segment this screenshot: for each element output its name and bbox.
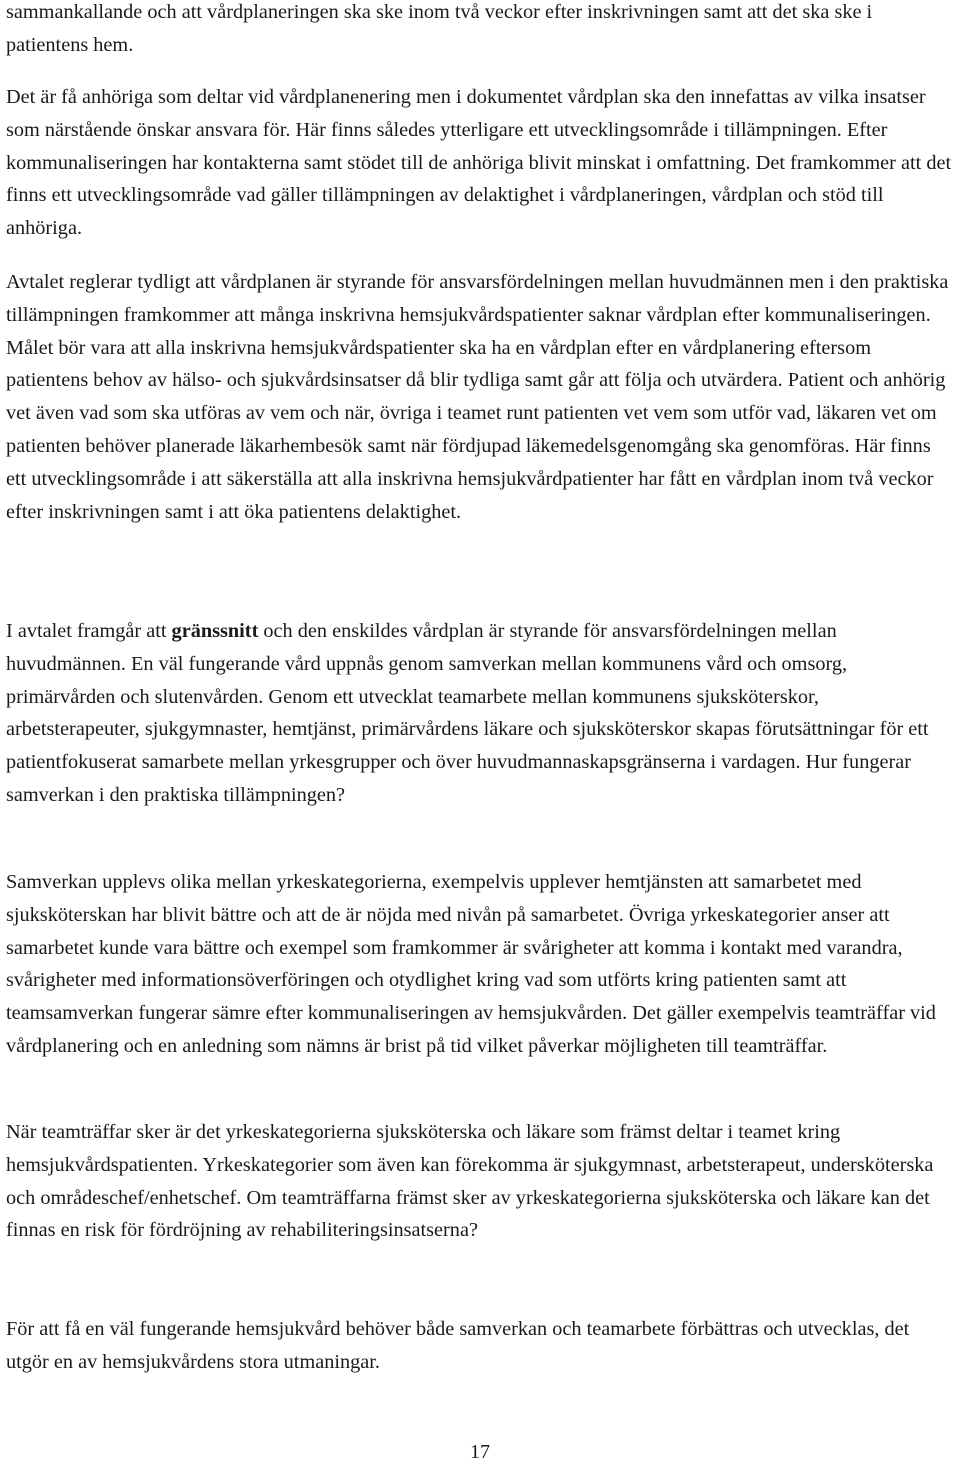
paragraph-7: [6, 1313, 956, 1379]
text-segment: När teamträffar sker är det yrkeskategorierna sjuksköterska och läkare som främst deltar i teamet kring hemsjukvårdspatienten. Yrkeskategorier som även kan förekomma är sjukgymnast, arbetsterapeut, undersköterska och områdeschef/enhetschef. Om teamträffarna främst sker av yrkeskategorierna sjuksköterska och läkare kan det finnas en risk för fördröjning av rehabiliteringsinsatserna?: [6, 1121, 934, 1242]
text-segment: För att få en väl fungerande hemsjukvård behöver både samverkan och teamarbete förbättras och utvecklas, det utgör en av hemsjukvårdens stora utmaningar.: [6, 1318, 910, 1373]
paragraph-3: [6, 266, 956, 528]
text-segment: Avtalet reglerar tydligt att vårdplanen är styrande för ansvarsfördelningen mellan huvudmännen men i den praktiska tillämpningen framkommer att många inskrivna hemsjukvårdspatienter saknar vårdplan efter kommunaliseringen. Målet bör vara att alla inskrivna hemsjukvårdspatienter ska ha en vårdplan efter en vårdplanering eftersom patientens behov av hälso- och sjukvårdsinsatser då blir tydliga samt går att följa och utvärdera. Patient och anhörig vet även vad som ska utföras av vem och när, övriga i teamet runt patienten vet vem som utför vad, läkaren vet om patienten behöver planerade läkarhembesök samt när fördjupad läkemedelsgenomgång ska genomföras. Här finns ett utvecklingsområde i att säkerställa att alla inskrivna hemsjukvårdpatienter har fått en vårdplan inom två veckor efter inskrivningen samt i att öka patientens delaktighet.: [6, 271, 949, 523]
text-segment: och den enskildes vårdplan är styrande för ansvarsfördelningen mellan huvudmännen. En väl fungerande vård uppnås genom samverkan mellan kommunens vård och omsorg, primärvården och slutenvården. Genom ett utvecklat teamarbete mellan kommunens sjuksköterskor, arbetsterapeuter, sjukgymnaster, hemtjänst, primärvårdens läkare och sjuksköterskor skapas förutsättningar för ett patientfokuserat samarbete mellan yrkesgrupper och över huvudmannaskapsgränserna i vardagen. Hur fungerar samverkan i den praktiska tillämpningen?: [6, 620, 929, 806]
paragraph-1: [6, 0, 956, 62]
text-segment: sammankallande och att vårdplaneringen ska ske inom två veckor efter inskrivningen samt att det ska ske i patientens hem.: [6, 1, 873, 56]
paragraph-4: [6, 615, 956, 812]
paragraph-2: [6, 81, 956, 245]
paragraph-5: [6, 866, 956, 1063]
text-segment: Det är få anhöriga som deltar vid vårdplanenering men i dokumentet vårdplan ska den innefattas av vilka insatser som närstående önskar ansvara för. Här finns således ytterligare ett utvecklingsområde i tillämpningen. Efter kommunaliseringen har kontakterna samt stödet till de anhöriga blivit minskat i omfattning. Det framkommer att det finns ett utvecklingsområde vad gäller tillämpningen av delaktighet i vårdplaneringen, vårdplan och stöd till anhöriga.: [6, 86, 952, 240]
text-segment: I avtalet framgår att: [6, 620, 172, 642]
text-segment: Samverkan upplevs olika mellan yrkeskategorierna, exempelvis upplever hemtjänsten att samarbetet med sjuksköterskan har blivit bättre och att de är nöjda med nivån på samarbetet. Övriga yrkeskategorier anser att samarbetet kunde vara bättre och exempel som framkommer är svårigheter att komma i kontakt med varandra, svårigheter med informationsöverföringen och otydlighet kring vad som utförts kring patienten samt att teamsamverkan fungerar sämre efter kommunaliseringen av hemsjukvården. Det gäller exempelvis teamträffar vid vårdplanering och en anledning som nämns är brist på tid vilket påverkar möjligheten till teamträffar.: [6, 871, 936, 1057]
page-number: 17: [470, 1441, 490, 1463]
paragraph-6: [6, 1116, 956, 1247]
bold-term: gränssnitt: [171, 620, 259, 642]
